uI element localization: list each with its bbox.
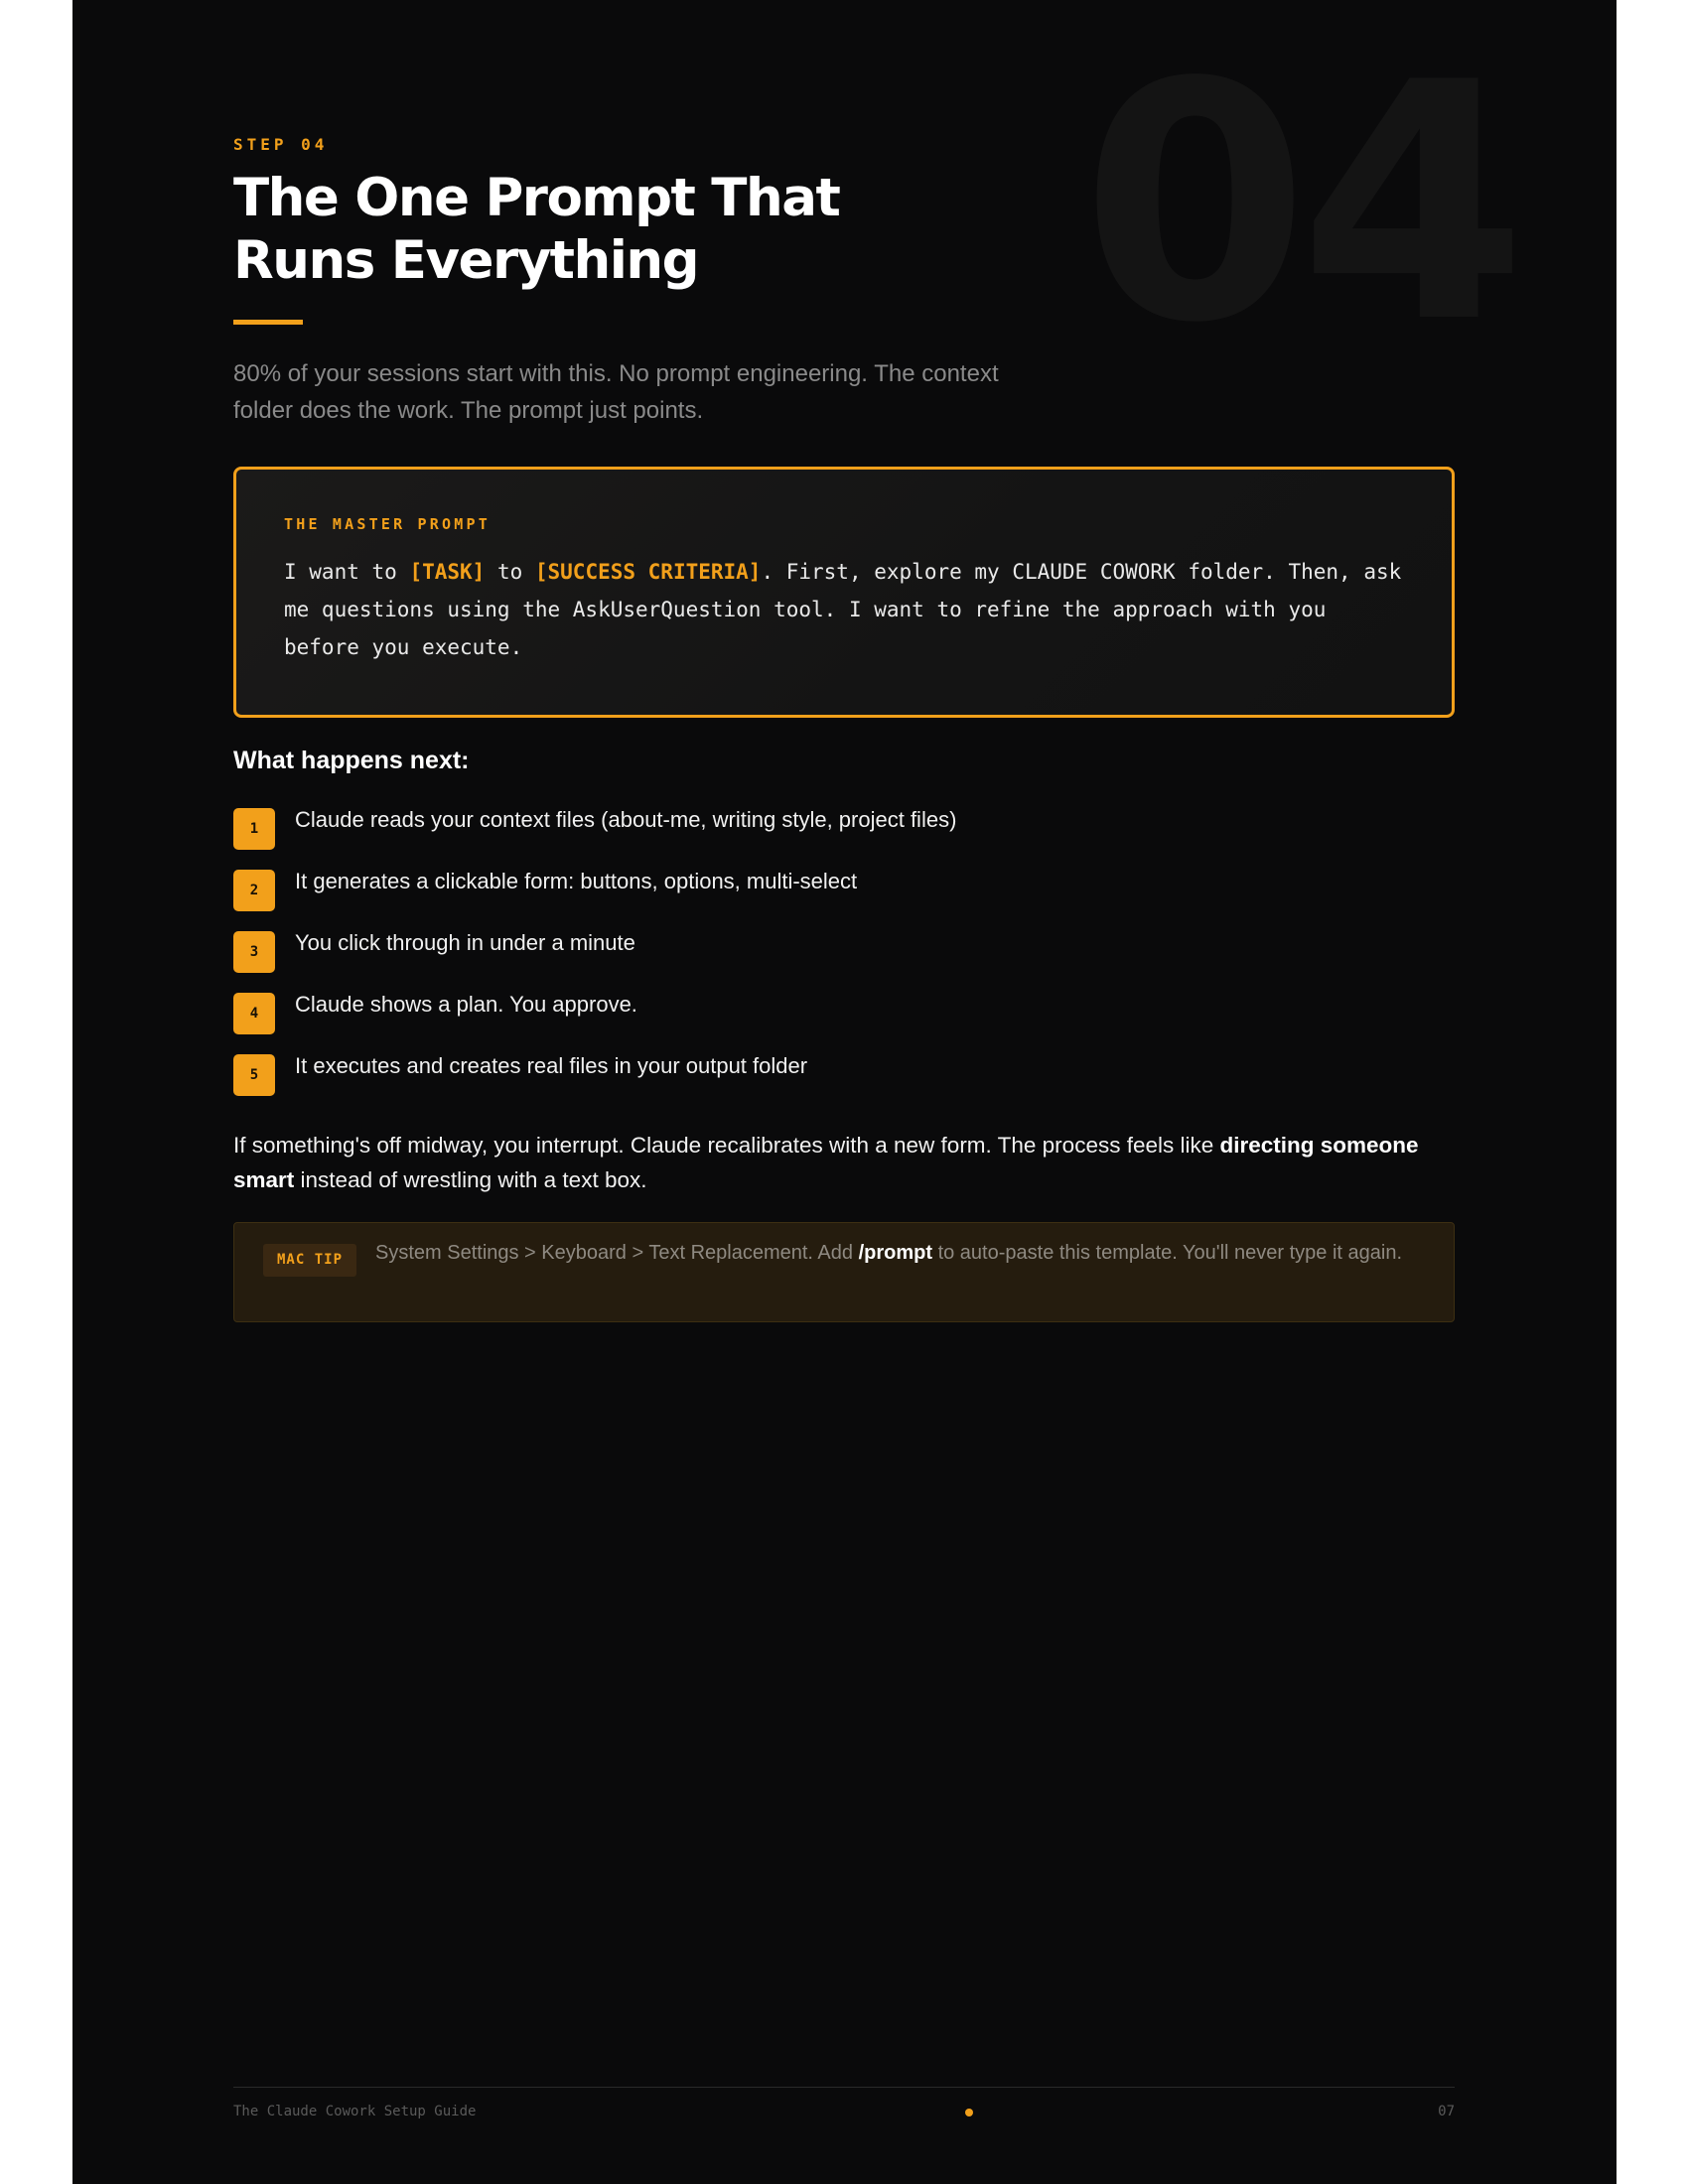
step-number-badge: 5	[233, 1054, 275, 1096]
step-label: STEP 04	[233, 135, 329, 154]
master-prompt-text[interactable]	[284, 553, 1414, 666]
lead-line-2: folder does the work. The prompt just points.	[233, 397, 704, 424]
title-line-1: The One Prompt That	[233, 168, 840, 228]
step-text: It executes and creates real files in your output folder	[295, 1053, 808, 1078]
tip-text-part: System Settings > Keyboard > Text Replacement. Add	[375, 1242, 859, 1264]
closing-text: instead of wrestling with a text box.	[294, 1167, 647, 1192]
tip-shortcut: /prompt	[858, 1242, 933, 1264]
step-text: Claude reads your context files (about-me, writing style, project files)	[295, 807, 957, 832]
master-prompt-label: THE MASTER PROMPT	[284, 515, 491, 533]
step-number-badge: 1	[233, 808, 275, 850]
placeholder-task: [TASK]	[409, 560, 486, 584]
step-number-badge: 3	[233, 931, 275, 973]
closing-emphasis: directing someone smart	[233, 1133, 1419, 1192]
prompt-text-part: I want to	[284, 560, 410, 584]
lead-line-1: 80% of your sessions start with this. No prompt engineering. The context	[233, 360, 999, 387]
next-heading: What happens next:	[233, 747, 470, 774]
step-number-watermark: 04	[1080, 13, 1517, 394]
mac-tip-text	[375, 1238, 1418, 1268]
page-title	[233, 167, 839, 292]
lead-paragraph	[233, 355, 1107, 429]
step-text: Claude shows a plan. You approve.	[295, 992, 637, 1017]
footer-divider	[233, 2087, 1455, 2088]
step-number-badge: 4	[233, 993, 275, 1034]
footer-dot-icon	[965, 2109, 973, 2116]
master-prompt-box	[233, 467, 1455, 718]
closing-paragraph	[233, 1128, 1465, 1197]
footer-page-number: 07	[1438, 2104, 1455, 2119]
tip-text-part: to auto-paste this template. You'll never type it again.	[932, 1242, 1403, 1264]
prompt-text-part: . First, explore my CLAUDE COWORK folder. Then, ask me questions using the AskUserQuestion tool. I want to refine the approach with you before you execute.	[284, 560, 1414, 659]
page	[72, 0, 1617, 2184]
accent-divider	[233, 320, 303, 325]
prompt-text-part: to	[485, 560, 535, 584]
placeholder-success-criteria: [SUCCESS CRITERIA]	[534, 560, 762, 584]
step-text: You click through in under a minute	[295, 930, 635, 955]
step-number-badge: 2	[233, 870, 275, 911]
mac-tip-callout	[233, 1222, 1455, 1322]
step-text: It generates a clickable form: buttons, options, multi-select	[295, 869, 858, 893]
mac-tip-badge: MAC TIP	[263, 1244, 356, 1277]
footer-guide-title: The Claude Cowork Setup Guide	[233, 2104, 477, 2119]
title-line-2: Runs Everything	[233, 230, 699, 291]
closing-text: If something's off midway, you interrupt. Claude recalibrates with a new form. The process feels like	[233, 1133, 1220, 1158]
